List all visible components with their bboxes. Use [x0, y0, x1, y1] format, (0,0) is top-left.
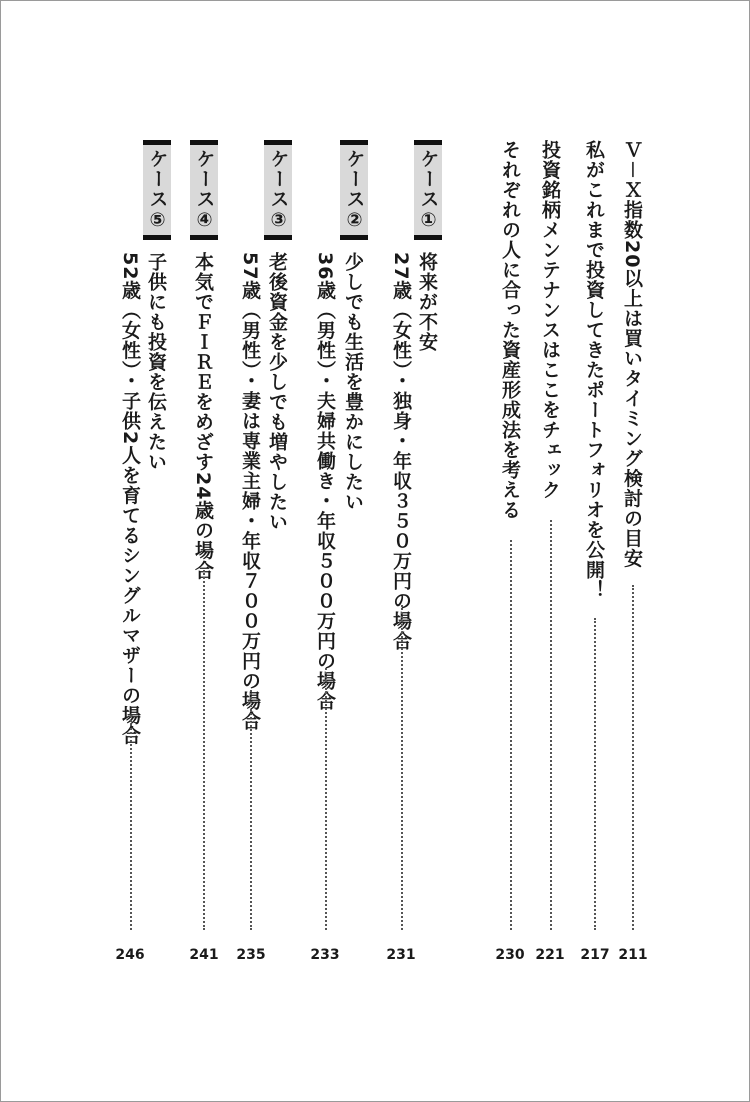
toc-page-number-4[interactable]: 230 [495, 947, 525, 963]
case-1-detail[interactable]: 27歳（女性）・独身・年収３５０万円の場合 [390, 252, 412, 651]
case-1-subtitle[interactable]: 将来が不安 [416, 252, 438, 352]
toc-entry-title-4[interactable]: それぞれの人に合った資産形成法を考える [499, 140, 521, 520]
toc-entry-title-2[interactable]: 私がこれまで投資してきたポートフォリオを公開！ [583, 140, 605, 600]
case-label-text-3: ケース③ [267, 148, 290, 232]
toc-leader-2 [594, 618, 596, 930]
case-label-text-1: ケース① [417, 148, 440, 232]
case-4-page-number[interactable]: 241 [189, 947, 219, 963]
case-5-detail[interactable]: 52歳（女性）・子供2人を育てるシングルマザーの場合 [119, 252, 141, 746]
case-label-5 [143, 140, 171, 240]
toc-leader-3 [550, 520, 552, 930]
toc-page-number-1[interactable]: 211 [618, 947, 648, 963]
case-label-4 [190, 140, 218, 240]
case-label-3 [264, 140, 292, 240]
case-1-leader [401, 605, 403, 930]
case-label-1 [414, 140, 442, 240]
case-5-leader [130, 715, 132, 930]
case-1-page-number[interactable]: 231 [386, 947, 416, 963]
case-5-subtitle[interactable]: 子供にも投資を伝えたい [145, 252, 167, 472]
toc-entry-title-3[interactable]: 投資銘柄メンテナンスはここをチェック [539, 140, 561, 500]
case-label-text-5: ケース⑤ [146, 148, 169, 232]
case-2-leader [325, 668, 327, 930]
case-5-page-number[interactable]: 246 [115, 947, 145, 963]
case-4-subtitle[interactable]: 本気でＦＩＲＥをめざす24歳の場合 [192, 252, 214, 581]
case-label-2 [340, 140, 368, 240]
toc-leader-4 [510, 540, 512, 930]
toc-page-number-2[interactable]: 217 [580, 947, 610, 963]
case-4-leader [203, 570, 205, 930]
toc-page-number-3[interactable]: 221 [535, 947, 565, 963]
case-3-page-number[interactable]: 235 [236, 947, 266, 963]
toc-entry-title-1[interactable]: Ｖ－Ｘ指数20以上は買いタイミング検討の目安 [621, 140, 643, 569]
case-3-detail[interactable]: 57歳（男性）・妻は専業主婦・年収７００万円の場合 [239, 252, 261, 731]
toc-leader-1 [632, 585, 634, 930]
case-3-subtitle[interactable]: 老後資金を少しでも増やしたい [266, 252, 288, 532]
case-3-leader [250, 690, 252, 930]
case-label-text-4: ケース④ [193, 148, 216, 232]
case-2-detail[interactable]: 36歳（男性）・夫婦共働き・年収５００万円の場合 [314, 252, 336, 711]
case-2-page-number[interactable]: 233 [310, 947, 340, 963]
case-2-subtitle[interactable]: 少しでも生活を豊かにしたい [342, 252, 364, 512]
case-label-text-2: ケース② [343, 148, 366, 232]
